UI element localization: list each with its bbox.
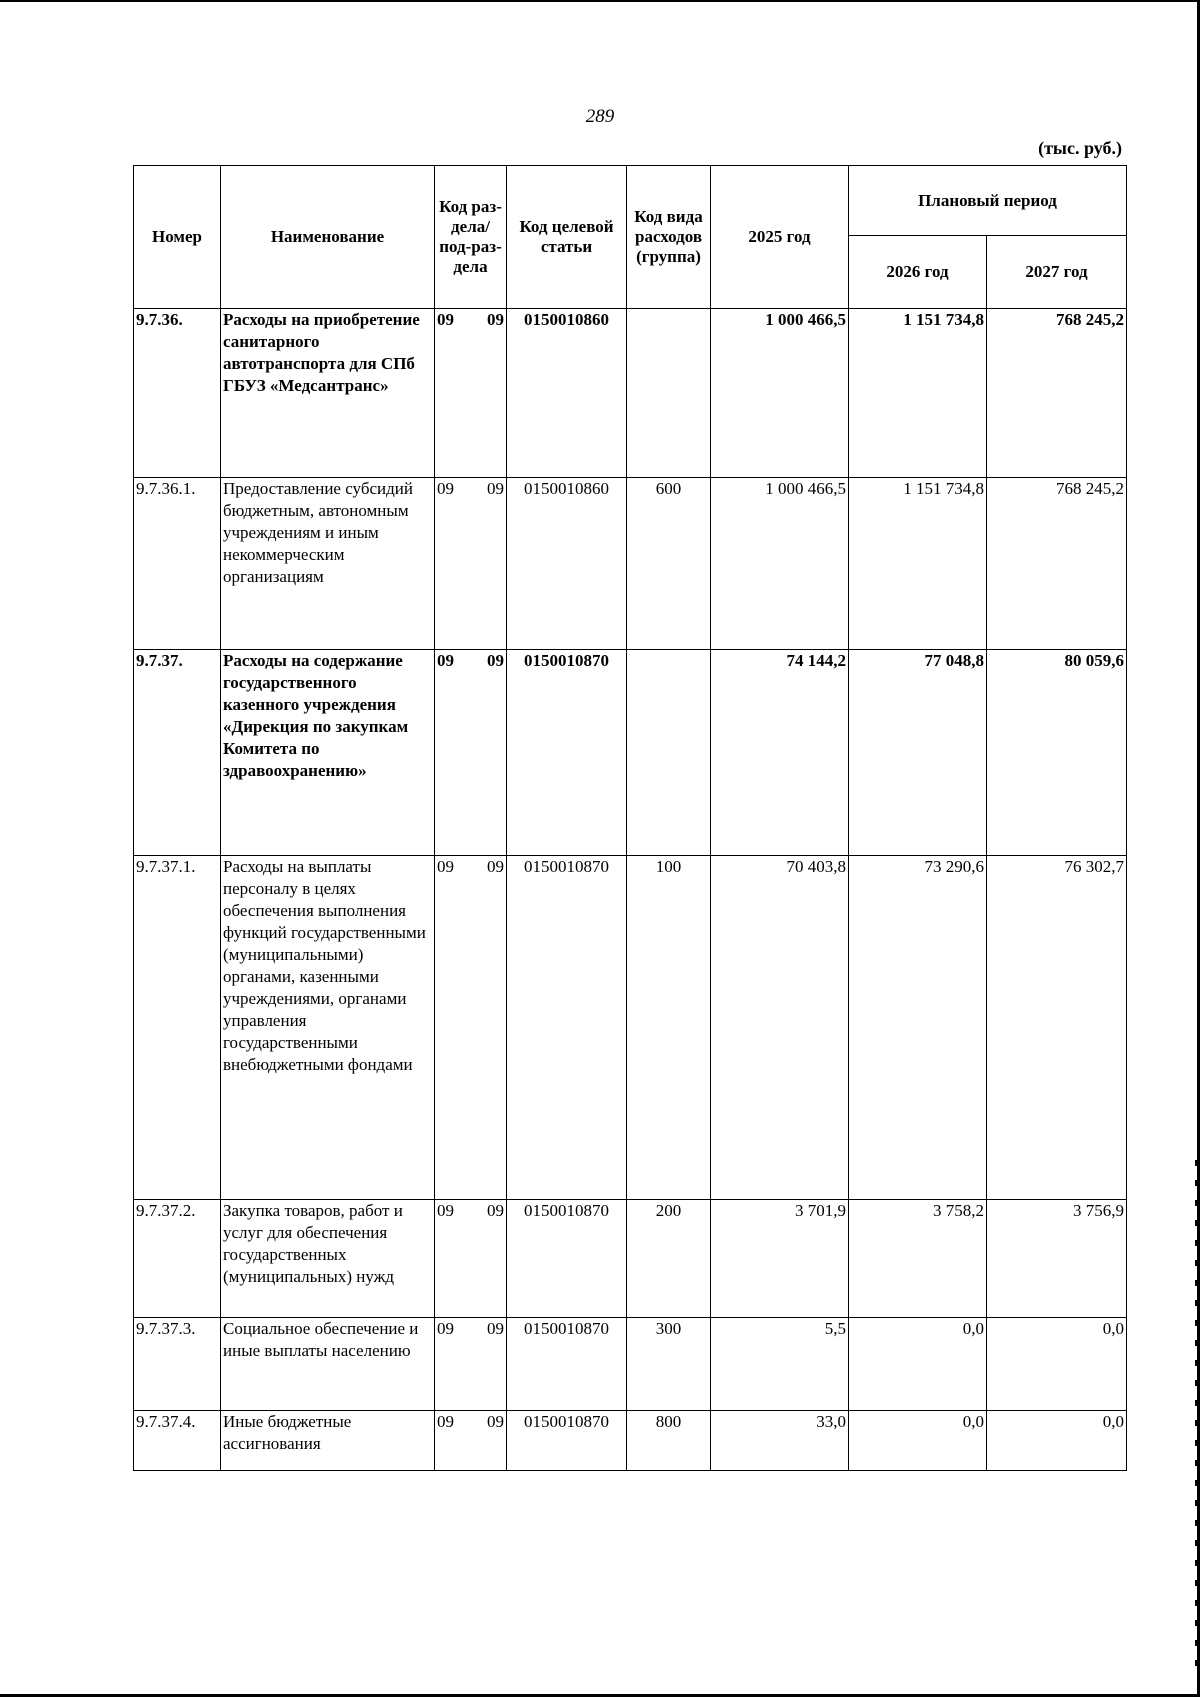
- podrazdel-code: 09: [487, 310, 504, 329]
- row-amount-2026: 1 151 734,8: [849, 478, 987, 650]
- row-amount-2025: 70 403,8: [711, 856, 849, 1200]
- table-row: [134, 309, 1127, 478]
- row-amount-2027: 76 302,7: [987, 856, 1127, 1200]
- row-amount-2025: 74 144,2: [711, 650, 849, 856]
- row-amount-2026: 73 290,6: [849, 856, 987, 1200]
- row-name: Расходы на содержание государственного казенного учреждения «Дирекция по закупкам Комитета по здравоохранению»: [221, 650, 435, 856]
- scan-edge-dashes: [1195, 1160, 1197, 1680]
- razdel-code: 09: [437, 857, 454, 876]
- row-name: Закупка товаров, работ и услуг для обеспечения государственных (муниципальных) нужд: [221, 1200, 435, 1318]
- row-celevaya-statya: 0150010860: [507, 309, 627, 478]
- table-row: [134, 1200, 1127, 1318]
- row-name: Расходы на приобретение санитарного автотранспорта для СПб ГБУЗ «Медсантранс»: [221, 309, 435, 478]
- row-razdel-podrazdel: [435, 1411, 507, 1471]
- row-razdel-podrazdel: [435, 309, 507, 478]
- row-amount-2025: 1 000 466,5: [711, 478, 849, 650]
- row-amount-2025: 5,5: [711, 1318, 849, 1411]
- row-celevaya-statya: 0150010860: [507, 478, 627, 650]
- row-celevaya-statya: 0150010870: [507, 856, 627, 1200]
- table-row: [134, 1318, 1127, 1411]
- podrazdel-code: 09: [487, 1412, 504, 1431]
- header-2027: 2027 год: [987, 236, 1127, 309]
- table-row: [134, 650, 1127, 856]
- row-number: 9.7.37.4.: [134, 1411, 221, 1471]
- row-celevaya-statya: 0150010870: [507, 1200, 627, 1318]
- row-celevaya-statya: 0150010870: [507, 1318, 627, 1411]
- row-number: 9.7.36.: [134, 309, 221, 478]
- row-amount-2026: 1 151 734,8: [849, 309, 987, 478]
- razdel-code: 09: [437, 651, 454, 670]
- row-razdel-podrazdel: [435, 1200, 507, 1318]
- row-name: Иные бюджетные ассигнования: [221, 1411, 435, 1471]
- row-amount-2026: 3 758,2: [849, 1200, 987, 1318]
- scan-border-top: [0, 0, 1200, 2]
- razdel-code: 09: [437, 479, 454, 498]
- row-vid-rashodov: 800: [627, 1411, 711, 1471]
- row-razdel-podrazdel: [435, 478, 507, 650]
- header-kod-razdela: Код раз-дела/ под-раз-дела: [435, 166, 507, 309]
- row-vid-rashodov: 100: [627, 856, 711, 1200]
- row-vid-rashodov: 600: [627, 478, 711, 650]
- header-nomer: Номер: [134, 166, 221, 309]
- row-amount-2025: 3 701,9: [711, 1200, 849, 1318]
- row-razdel-podrazdel: [435, 650, 507, 856]
- page-number: 289: [585, 106, 615, 127]
- razdel-code: 09: [437, 1319, 454, 1338]
- row-celevaya-statya: 0150010870: [507, 1411, 627, 1471]
- row-amount-2027: 3 756,9: [987, 1200, 1127, 1318]
- row-name: Расходы на выплаты персоналу в целях обеспечения выполнения функций государственными (муниципальными) органами, казенными учреждениями, органами управления государственными внебюджетными фондами: [221, 856, 435, 1200]
- row-amount-2025: 33,0: [711, 1411, 849, 1471]
- razdel-code: 09: [437, 1201, 454, 1220]
- podrazdel-code: 09: [487, 857, 504, 876]
- units-label: (тыс. руб.): [1038, 138, 1122, 158]
- header-naimenovanie: Наименование: [221, 166, 435, 309]
- row-amount-2025: 1 000 466,5: [711, 309, 849, 478]
- row-amount-2026: 0,0: [849, 1411, 987, 1471]
- row-razdel-podrazdel: [435, 856, 507, 1200]
- row-number: 9.7.37.3.: [134, 1318, 221, 1411]
- header-2026: 2026 год: [849, 236, 987, 309]
- row-number: 9.7.37.1.: [134, 856, 221, 1200]
- row-celevaya-statya: 0150010870: [507, 650, 627, 856]
- row-number: 9.7.36.1.: [134, 478, 221, 650]
- razdel-code: 09: [437, 1412, 454, 1431]
- table-body: [134, 309, 1127, 1471]
- header-2025: 2025 год: [711, 166, 849, 309]
- row-number: 9.7.37.2.: [134, 1200, 221, 1318]
- podrazdel-code: 09: [487, 1319, 504, 1338]
- table-row: [134, 856, 1127, 1200]
- row-vid-rashodov: 200: [627, 1200, 711, 1318]
- row-name: Предоставление субсидий бюджетным, автономным учреждениям и иным некоммерческим организациям: [221, 478, 435, 650]
- podrazdel-code: 09: [487, 1201, 504, 1220]
- podrazdel-code: 09: [487, 651, 504, 670]
- header-planovy-period: Плановый период: [849, 166, 1127, 236]
- row-amount-2026: 0,0: [849, 1318, 987, 1411]
- row-razdel-podrazdel: [435, 1318, 507, 1411]
- podrazdel-code: 09: [487, 479, 504, 498]
- row-amount-2027: 768 245,2: [987, 478, 1127, 650]
- table-row: [134, 1411, 1127, 1471]
- header-kod-celevoy-stati: Код целевой статьи: [507, 166, 627, 309]
- budget-table: [133, 165, 1127, 1471]
- row-vid-rashodov: [627, 309, 711, 478]
- header-kod-vida-rashodov: Код вида расходов (группа): [627, 166, 711, 309]
- razdel-code: 09: [437, 310, 454, 329]
- row-amount-2027: 768 245,2: [987, 309, 1127, 478]
- row-vid-rashodov: 300: [627, 1318, 711, 1411]
- row-number: 9.7.37.: [134, 650, 221, 856]
- row-amount-2027: 0,0: [987, 1411, 1127, 1471]
- row-name: Социальное обеспечение и иные выплаты населению: [221, 1318, 435, 1411]
- row-amount-2027: 80 059,6: [987, 650, 1127, 856]
- row-amount-2026: 77 048,8: [849, 650, 987, 856]
- table-row: [134, 478, 1127, 650]
- table-header: [134, 166, 1127, 309]
- row-vid-rashodov: [627, 650, 711, 856]
- row-amount-2027: 0,0: [987, 1318, 1127, 1411]
